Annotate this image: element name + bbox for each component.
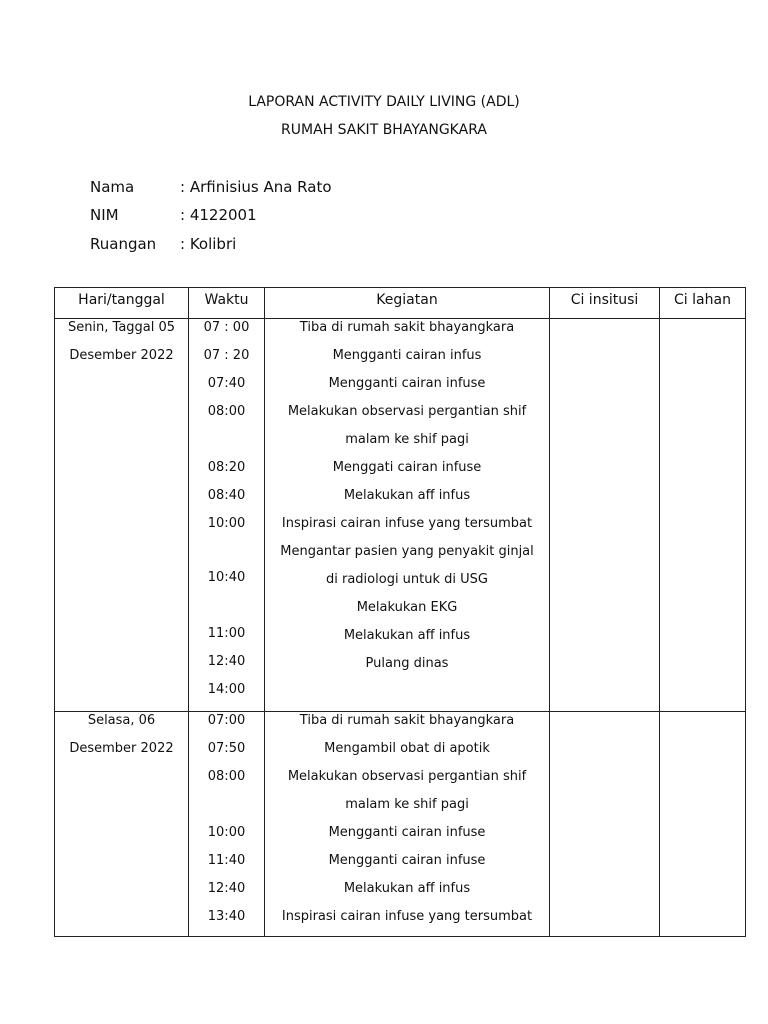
activity-line: Tiba di rumah sakit bhayangkara xyxy=(299,320,515,335)
table-row-day-1 xyxy=(55,319,746,712)
time-line: 14:00 xyxy=(207,682,246,697)
time-line: 11:00 xyxy=(207,626,246,641)
header-kegiatan: Kegiatan xyxy=(265,288,550,319)
table-row-day-2 xyxy=(55,712,746,937)
info-row-ruangan xyxy=(90,235,236,253)
activity-line: Melakukan aff infus xyxy=(343,881,471,896)
activity-line: Melakukan EKG xyxy=(356,600,458,615)
info-row-nama xyxy=(90,178,332,196)
time-line: 10:00 xyxy=(207,825,246,840)
ci-lahan-cell xyxy=(660,319,746,712)
time-cell xyxy=(189,712,265,937)
activity-line: Tiba di rumah sakit bhayangkara xyxy=(299,713,515,728)
time-line: 07:40 xyxy=(207,376,246,391)
activity-line: Mengambil obat di apotik xyxy=(324,741,490,756)
info-value: : Arfinisius Ana Rato xyxy=(180,178,332,196)
time-line xyxy=(189,543,264,569)
activity-line: Pulang dinas xyxy=(365,656,449,671)
time-line: 07 : 00 xyxy=(203,320,250,335)
time-line: 08:00 xyxy=(207,404,246,419)
ci-institusi-cell xyxy=(550,319,660,712)
activity-cell xyxy=(265,712,550,937)
report-subtitle: RUMAH SAKIT BHAYANGKARA xyxy=(281,122,487,138)
report-title: LAPORAN ACTIVITY DAILY LIVING (ADL) xyxy=(248,94,520,110)
header-ci-lahan: Ci lahan xyxy=(660,288,746,319)
table-header-row xyxy=(55,288,746,319)
activity-line: Inspirasi cairan infuse yang tersumbat xyxy=(281,516,533,531)
activity-line xyxy=(265,683,549,711)
time-cell xyxy=(189,319,265,712)
activity-line: Mengganti cairan infuse xyxy=(328,376,486,391)
day-cell xyxy=(55,712,189,937)
activity-line: Melakukan aff infus xyxy=(343,628,471,643)
activity-line: Menggati cairan infuse xyxy=(332,460,482,475)
activity-line: malam ke shif pagi xyxy=(345,797,469,812)
activity-line: di radiologi untuk di USG xyxy=(326,572,488,587)
activity-line: malam ke shif pagi xyxy=(345,432,469,447)
info-label: Ruangan xyxy=(90,235,157,253)
info-value: : 4122001 xyxy=(180,206,257,224)
time-line: 07:00 xyxy=(207,713,246,728)
time-line xyxy=(189,796,264,824)
activity-line: Melakukan observasi pergantian shif xyxy=(287,404,527,419)
info-row-nim xyxy=(90,206,257,224)
info-value: : Kolibri xyxy=(180,235,237,253)
activity-cell xyxy=(265,319,550,712)
adl-table xyxy=(54,287,746,937)
activity-line: Melakukan aff infus xyxy=(343,488,471,503)
activity-line: Mengganti cairan infus xyxy=(332,348,482,363)
time-line: 12:40 xyxy=(207,881,246,896)
time-line: 11:40 xyxy=(207,853,246,868)
activity-line: Mengganti cairan infuse xyxy=(328,853,486,868)
day-line: Desember 2022 xyxy=(69,348,174,363)
time-line: 08:40 xyxy=(207,488,246,503)
time-line xyxy=(189,431,264,459)
time-line: 10:00 xyxy=(207,516,246,531)
time-line: 08:20 xyxy=(207,460,246,475)
day-line: Senin, Taggal 05 xyxy=(67,320,176,335)
activity-line: Mengganti cairan infuse xyxy=(328,825,486,840)
info-label: Nama xyxy=(90,178,135,196)
ci-lahan-cell xyxy=(660,712,746,937)
header-ci-institusi: Ci insitusi xyxy=(550,288,660,319)
info-label: NIM xyxy=(90,206,119,224)
header-hari-tanggal: Hari/tanggal xyxy=(55,288,189,319)
activity-line: Mengantar pasien yang penyakit ginjal xyxy=(280,544,534,559)
header-waktu: Waktu xyxy=(189,288,265,319)
day-line: Selasa, 06 xyxy=(87,713,156,728)
time-line xyxy=(189,599,264,625)
day-cell xyxy=(55,319,189,712)
time-line: 07:50 xyxy=(207,741,246,756)
time-line: 10:40 xyxy=(207,570,246,585)
activity-line: Inspirasi cairan infuse yang tersumbat xyxy=(281,909,533,924)
time-line: 13:40 xyxy=(207,909,246,924)
time-line: 08:00 xyxy=(207,769,246,784)
time-line: 12:40 xyxy=(207,654,246,669)
ci-institusi-cell xyxy=(550,712,660,937)
time-line: 07 : 20 xyxy=(203,348,250,363)
activity-line: Melakukan observasi pergantian shif xyxy=(287,769,527,784)
day-line: Desember 2022 xyxy=(69,741,174,756)
